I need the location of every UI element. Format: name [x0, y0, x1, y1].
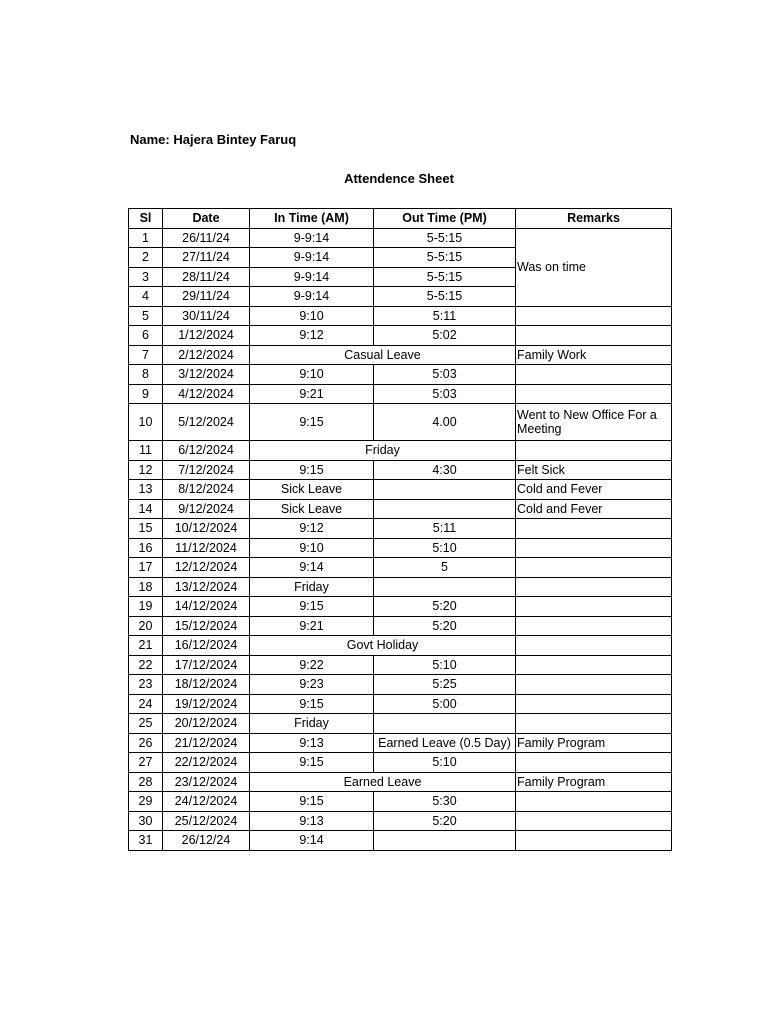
cell-remarks [516, 694, 672, 714]
cell-out-time: 5:10 [374, 655, 516, 675]
cell-sl: 5 [129, 306, 163, 326]
column-header-out-time: Out Time (PM) [374, 209, 516, 229]
cell-in-time: 9-9:14 [250, 248, 374, 268]
cell-out-time: 5:25 [374, 675, 516, 695]
cell-out-time: 5:00 [374, 694, 516, 714]
cell-date: 5/12/2024 [163, 404, 250, 441]
cell-in-time: 9:22 [250, 655, 374, 675]
cell-in-time: 9:13 [250, 811, 374, 831]
sheet-title: Attendence Sheet [344, 171, 454, 186]
cell-remarks [516, 792, 672, 812]
cell-sl: 29 [129, 792, 163, 812]
attendance-table [128, 208, 672, 851]
cell-remarks [516, 597, 672, 617]
table-row [129, 733, 672, 753]
cell-out-time: 5:10 [374, 538, 516, 558]
table-row [129, 577, 672, 597]
cell-in-time: Friday [250, 577, 374, 597]
cell-remarks: Family Program [516, 733, 672, 753]
cell-out-time: 5-5:15 [374, 287, 516, 307]
cell-out-time [374, 714, 516, 734]
cell-in-time: 9:15 [250, 404, 374, 441]
cell-remarks: Felt Sick [516, 460, 672, 480]
cell-out-time: Earned Leave (0.5 Day) [374, 733, 516, 753]
cell-remarks: Cold and Fever [516, 499, 672, 519]
cell-remarks: Went to New Office For a Meeting [516, 404, 672, 441]
table-row [129, 345, 672, 365]
cell-in-time: 9:12 [250, 326, 374, 346]
cell-out-time: 5:20 [374, 597, 516, 617]
cell-out-time: 5-5:15 [374, 248, 516, 268]
cell-out-time [374, 480, 516, 500]
cell-out-time: 5:02 [374, 326, 516, 346]
column-header-remarks: Remarks [516, 209, 672, 229]
cell-sl: 20 [129, 616, 163, 636]
cell-date: 3/12/2024 [163, 365, 250, 385]
cell-remarks: Family Program [516, 772, 672, 792]
cell-date: 9/12/2024 [163, 499, 250, 519]
attendance-table-body [129, 228, 672, 850]
table-row [129, 675, 672, 695]
cell-date: 7/12/2024 [163, 460, 250, 480]
cell-sl: 11 [129, 441, 163, 461]
cell-in-time: 9:14 [250, 558, 374, 578]
cell-out-time: 5:20 [374, 811, 516, 831]
cell-sl: 30 [129, 811, 163, 831]
table-row [129, 441, 672, 461]
cell-date: 25/12/2024 [163, 811, 250, 831]
table-row [129, 558, 672, 578]
cell-date: 22/12/2024 [163, 753, 250, 773]
cell-remarks [516, 441, 672, 461]
cell-in-time: 9:21 [250, 384, 374, 404]
table-row [129, 714, 672, 734]
cell-date: 10/12/2024 [163, 519, 250, 539]
cell-sl: 1 [129, 228, 163, 248]
cell-out-time: 4:30 [374, 460, 516, 480]
cell-in-time: 9:10 [250, 306, 374, 326]
cell-in-time: 9:10 [250, 365, 374, 385]
cell-remarks: Family Work [516, 345, 672, 365]
table-row [129, 326, 672, 346]
cell-sl: 16 [129, 538, 163, 558]
cell-date: 20/12/2024 [163, 714, 250, 734]
cell-remarks [516, 577, 672, 597]
cell-in-time: Sick Leave [250, 499, 374, 519]
cell-date: 12/12/2024 [163, 558, 250, 578]
cell-date: 30/11/24 [163, 306, 250, 326]
cell-date: 14/12/2024 [163, 597, 250, 617]
cell-sl: 14 [129, 499, 163, 519]
cell-out-time: 5:03 [374, 365, 516, 385]
table-row [129, 306, 672, 326]
column-header-date: Date [163, 209, 250, 229]
table-row [129, 460, 672, 480]
cell-date: 21/12/2024 [163, 733, 250, 753]
cell-remarks [516, 636, 672, 656]
column-header-sl: Sl [129, 209, 163, 229]
cell-remarks [516, 519, 672, 539]
cell-date: 18/12/2024 [163, 675, 250, 695]
cell-sl: 7 [129, 345, 163, 365]
cell-date: 24/12/2024 [163, 792, 250, 812]
table-row [129, 519, 672, 539]
cell-out-time: 4.00 [374, 404, 516, 441]
cell-date: 1/12/2024 [163, 326, 250, 346]
cell-sl: 19 [129, 597, 163, 617]
cell-in-time: 9:15 [250, 753, 374, 773]
table-row [129, 384, 672, 404]
table-row [129, 792, 672, 812]
cell-remarks [516, 831, 672, 851]
column-header-in-time: In Time (AM) [250, 209, 374, 229]
cell-remarks [516, 675, 672, 695]
cell-in-time: 9:15 [250, 597, 374, 617]
cell-date: 28/11/24 [163, 267, 250, 287]
cell-in-time: 9:15 [250, 792, 374, 812]
cell-remarks: Cold and Fever [516, 480, 672, 500]
cell-sl: 22 [129, 655, 163, 675]
cell-in-time: Sick Leave [250, 480, 374, 500]
cell-date: 26/11/24 [163, 228, 250, 248]
cell-remarks [516, 714, 672, 734]
cell-in-time: 9:15 [250, 694, 374, 714]
cell-date: 4/12/2024 [163, 384, 250, 404]
cell-date: 11/12/2024 [163, 538, 250, 558]
cell-out-time: 5:11 [374, 519, 516, 539]
cell-in-time: 9:23 [250, 675, 374, 695]
cell-out-time: 5:30 [374, 792, 516, 812]
cell-out-time: 5-5:15 [374, 228, 516, 248]
employee-name: Name: Hajera Bintey Faruq [130, 132, 297, 147]
cell-remarks: Was on time [516, 228, 672, 306]
table-row [129, 616, 672, 636]
cell-in-time: 9-9:14 [250, 228, 374, 248]
cell-remarks [516, 326, 672, 346]
cell-date: 8/12/2024 [163, 480, 250, 500]
cell-out-time [374, 499, 516, 519]
cell-out-time: 5:10 [374, 753, 516, 773]
table-row [129, 655, 672, 675]
cell-remarks [516, 365, 672, 385]
cell-remarks [516, 306, 672, 326]
cell-remarks [516, 655, 672, 675]
cell-sl: 26 [129, 733, 163, 753]
cell-remarks [516, 538, 672, 558]
table-row [129, 538, 672, 558]
cell-sl: 28 [129, 772, 163, 792]
cell-date: 29/11/24 [163, 287, 250, 307]
table-row [129, 228, 672, 248]
cell-sl: 13 [129, 480, 163, 500]
cell-in-time: 9:21 [250, 616, 374, 636]
table-row [129, 772, 672, 792]
table-row [129, 636, 672, 656]
cell-in-time: 9:15 [250, 460, 374, 480]
cell-sl: 23 [129, 675, 163, 695]
cell-out-time: 5-5:15 [374, 267, 516, 287]
cell-remarks [516, 558, 672, 578]
table-row [129, 831, 672, 851]
cell-date: 23/12/2024 [163, 772, 250, 792]
cell-sl: 2 [129, 248, 163, 268]
cell-remarks [516, 384, 672, 404]
cell-out-time [374, 577, 516, 597]
table-row [129, 753, 672, 773]
cell-sl: 17 [129, 558, 163, 578]
cell-in-time: 9:12 [250, 519, 374, 539]
cell-in-time: 9:10 [250, 538, 374, 558]
cell-date: 16/12/2024 [163, 636, 250, 656]
cell-date: 26/12/24 [163, 831, 250, 851]
table-row [129, 694, 672, 714]
cell-out-time: 5:20 [374, 616, 516, 636]
table-row [129, 404, 672, 441]
cell-status-merged: Earned Leave [250, 772, 516, 792]
cell-sl: 10 [129, 404, 163, 441]
cell-sl: 18 [129, 577, 163, 597]
cell-out-time: 5 [374, 558, 516, 578]
cell-status-merged: Casual Leave [250, 345, 516, 365]
cell-sl: 8 [129, 365, 163, 385]
cell-remarks [516, 753, 672, 773]
cell-remarks [516, 811, 672, 831]
cell-date: 6/12/2024 [163, 441, 250, 461]
cell-sl: 9 [129, 384, 163, 404]
cell-sl: 24 [129, 694, 163, 714]
cell-date: 19/12/2024 [163, 694, 250, 714]
cell-sl: 25 [129, 714, 163, 734]
cell-out-time: 5:11 [374, 306, 516, 326]
cell-out-time: 5:03 [374, 384, 516, 404]
cell-out-time [374, 831, 516, 851]
cell-date: 17/12/2024 [163, 655, 250, 675]
cell-status-merged: Friday [250, 441, 516, 461]
cell-status-merged: Govt Holiday [250, 636, 516, 656]
cell-sl: 27 [129, 753, 163, 773]
table-row [129, 811, 672, 831]
cell-in-time: Friday [250, 714, 374, 734]
table-row [129, 365, 672, 385]
cell-sl: 31 [129, 831, 163, 851]
table-row [129, 499, 672, 519]
cell-date: 2/12/2024 [163, 345, 250, 365]
cell-sl: 12 [129, 460, 163, 480]
table-row [129, 480, 672, 500]
cell-sl: 21 [129, 636, 163, 656]
cell-date: 15/12/2024 [163, 616, 250, 636]
cell-date: 13/12/2024 [163, 577, 250, 597]
cell-sl: 15 [129, 519, 163, 539]
cell-in-time: 9:13 [250, 733, 374, 753]
cell-in-time: 9-9:14 [250, 267, 374, 287]
table-header-row [129, 209, 672, 229]
table-row [129, 597, 672, 617]
cell-date: 27/11/24 [163, 248, 250, 268]
cell-sl: 4 [129, 287, 163, 307]
cell-sl: 3 [129, 267, 163, 287]
cell-remarks [516, 616, 672, 636]
cell-sl: 6 [129, 326, 163, 346]
cell-in-time: 9:14 [250, 831, 374, 851]
cell-in-time: 9-9:14 [250, 287, 374, 307]
